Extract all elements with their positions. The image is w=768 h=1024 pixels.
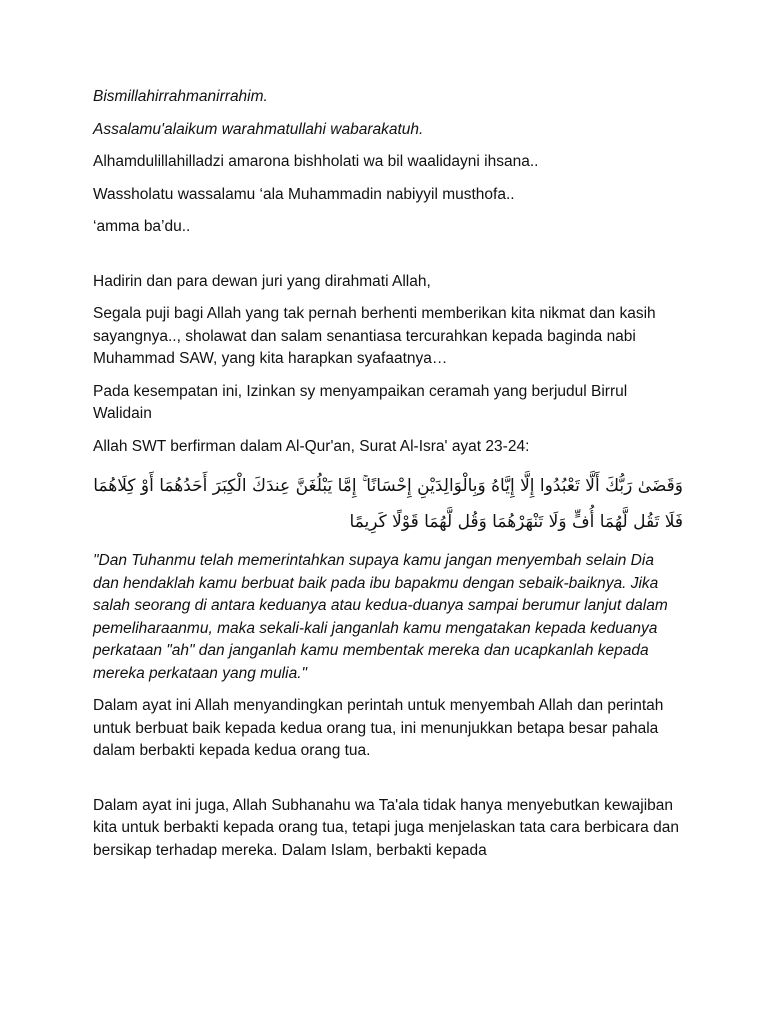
arabic-verse-line-1: وَقَضَىٰ رَبُّكَ أَلَّا تَعْبُدُوا إِلَّا إِيَّاهُ وَبِالْوَالِدَيْنِ إِحْسَانًا ۚ إِمَّا يَبْلُغَنَّ عِندَكَ الْكِبَرَ أَحَدُهُمَا أَوْ كِلَاهُمَا [93,476,683,496]
spacer [93,773,683,795]
spacer [93,249,683,271]
greeting-paragraph: Hadirin dan para dewan juri yang dirahmati Allah, [93,272,431,290]
salam-line: Assalamu'alaikum warahmatullahi wabarakatuh. [93,120,424,138]
basmalah-line: Bismillahirrahmanirrahim. [93,88,268,105]
explanation-paragraph-2: Dalam ayat ini juga, Allah Subhanahu wa Ta'ala tidak hanya menyebutkan kewajiban kita untuk berbakti kepada orang tua, tetapi juga menjelaskan tata cara berbicara dan bersikap terhadap mereka. Dalam Islam, berbakti kepada [93,796,679,859]
explanation-paragraph-1: Dalam ayat ini Allah menyandingkan perintah untuk menyembah Allah dan perintah untuk berbuat baik kepada kedua orang tua, ini menunjukkan betapa besar pahala dalam berbakti kepada kedua orang tua. [93,697,664,759]
verse-translation: "Dan Tuhanmu telah memerintahkan supaya kamu jangan menyembah selain Dia dan hendaklah kamu berbuat baik pada ibu bapakmu dengan sebaik-baiknya. Jika salah seorang di antara keduanya atau kedua-duanya sampai berumur lanjut dalam pemeliharaanmu, maka sekali-kali janganlah kamu mengatakan kepada keduanya perkataan "ah" dan janganlah kamu membentak mereka dan ucapkanlah kepada mereka perkataan yang mulia." [93,552,668,682]
arabic-verse [93,468,683,540]
praise-paragraph: Segala puji bagi Allah yang tak pernah berhenti memberikan kita nikmat dan kasih sayangnya.., sholawat dan salam senantiasa tercurahkan kepada baginda nabi Muhammad SAW, yang kita harapkan syafaatnya… [93,305,656,367]
hamdalah-line: Alhamdulillahilladzi amarona bishholati wa bil waalidayni ihsana.. [93,153,539,170]
arabic-verse-line-2: فَلَا تَقُل لَّهُمَا أُفٍّ وَلَا تَنْهَرْهُمَا وَقُل لَّهُمَا قَوْلًا كَرِيمًا [349,512,683,532]
verse-intro: Allah SWT berfirman dalam Al-Qur'an, Surat Al-Isra' ayat 23-24: [93,437,530,455]
sholawat-line: Wassholatu wassalamu ‘ala Muhammadin nabiyyil musthofa.. [93,185,515,203]
document-page [93,86,683,872]
topic-paragraph: Pada kesempatan ini, Izinkan sy menyampaikan ceramah yang berjudul Birrul Walidain [93,382,628,422]
amma-badu-line: ‘amma ba’du.. [93,218,191,235]
